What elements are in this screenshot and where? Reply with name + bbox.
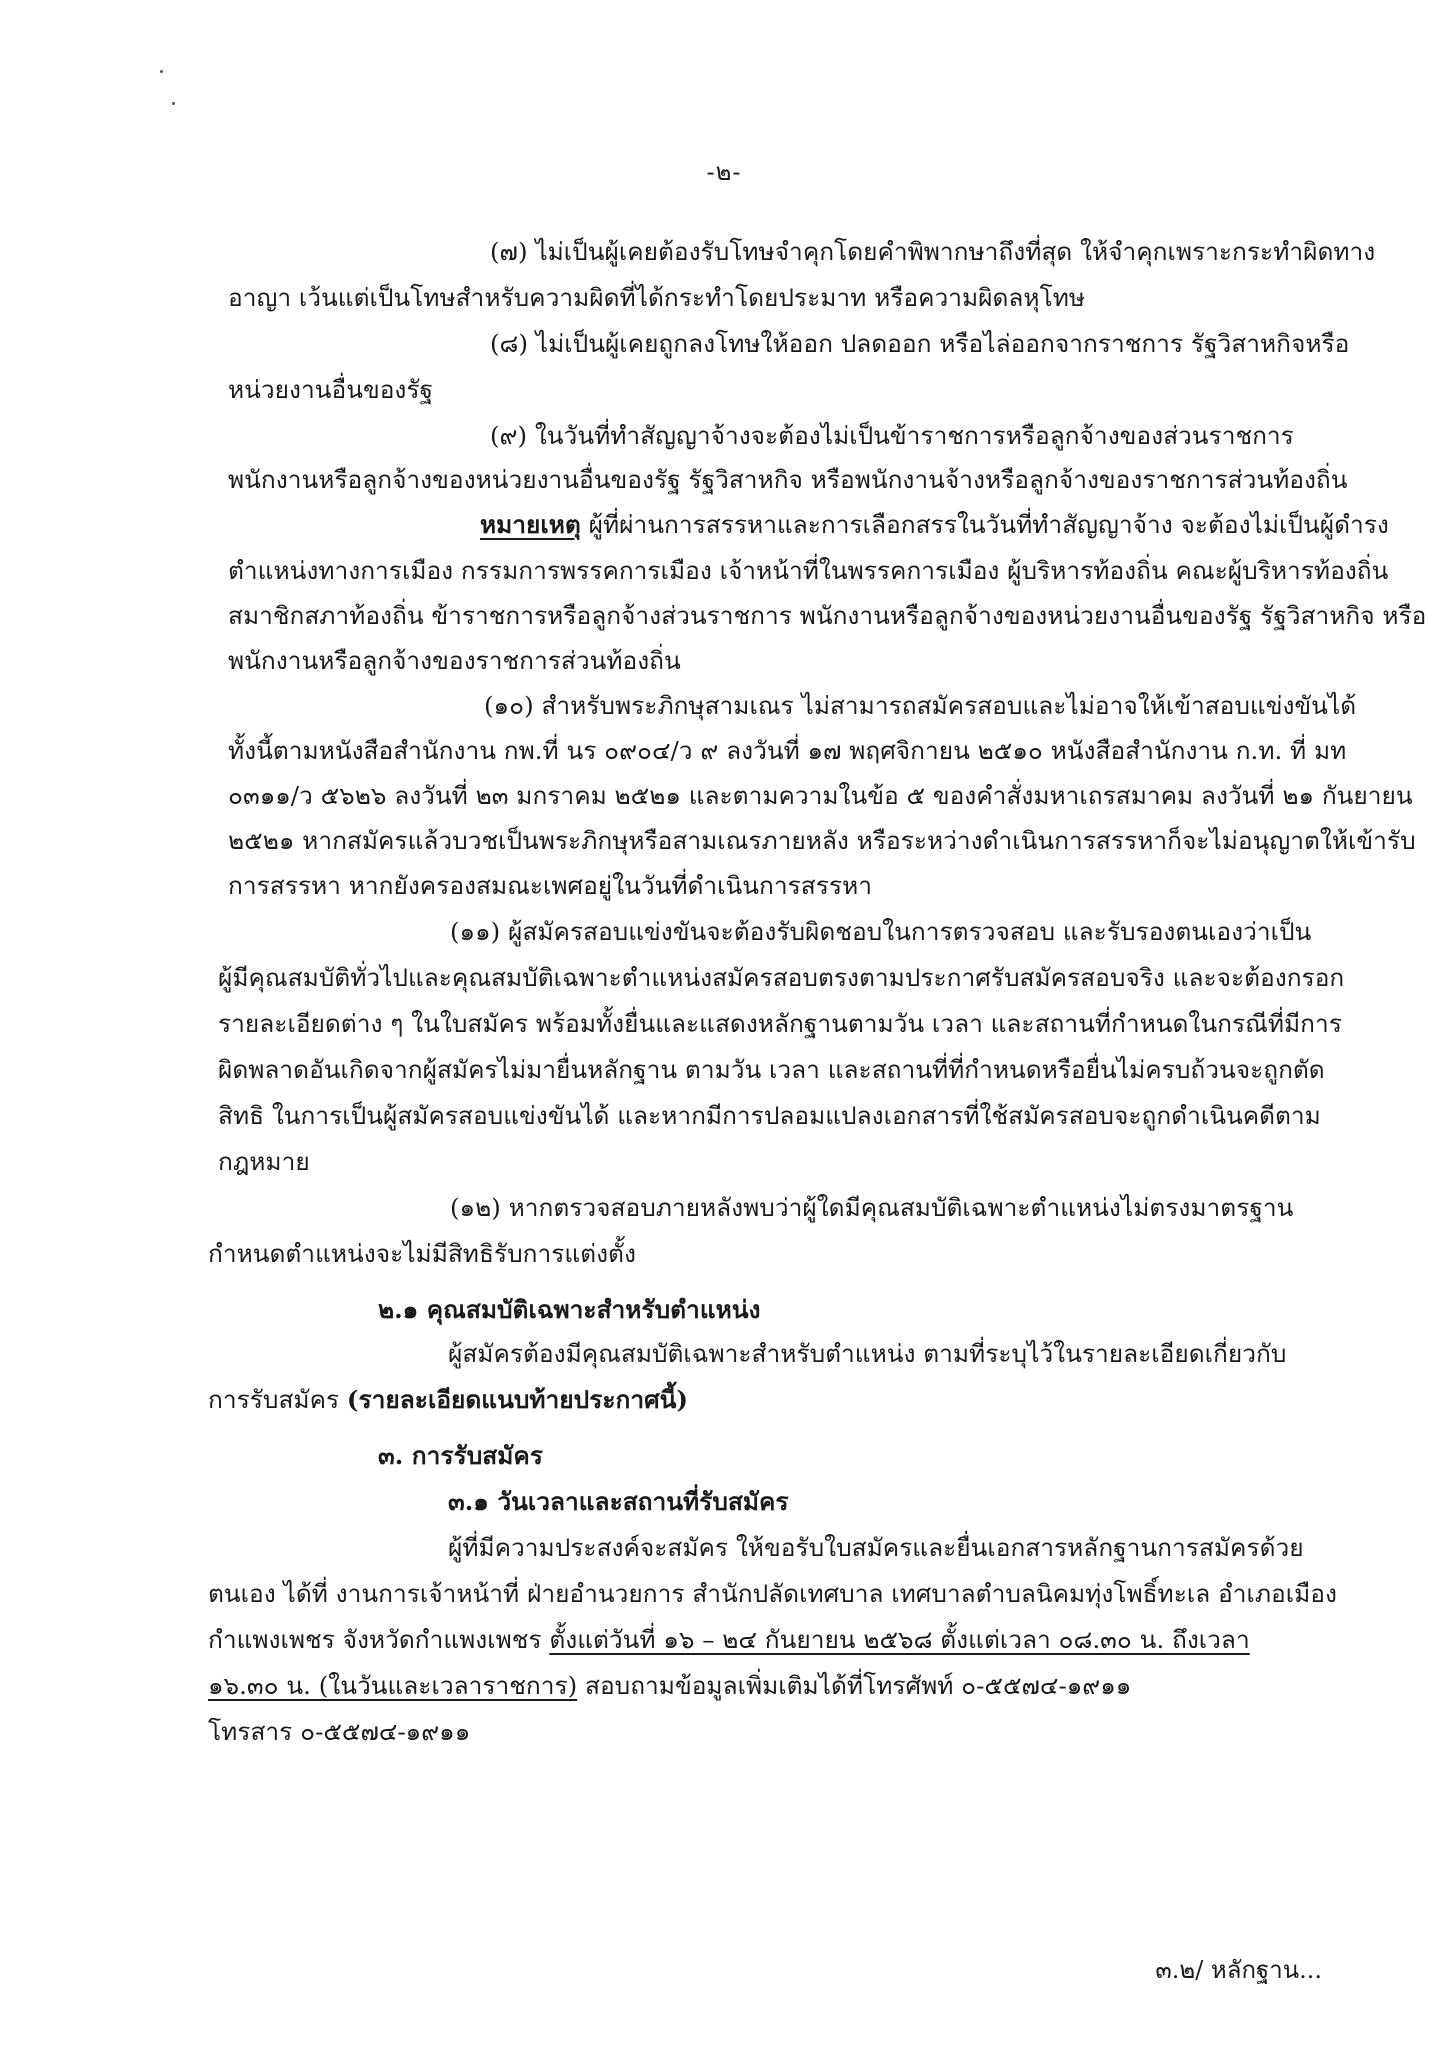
scan-speck (160, 70, 163, 73)
item-10-line-2: ทั้งนี้ตามหนังสือสำนักงาน กพ.ที่ นร ๐๙๐๔/ว ๙ ลงวันที่ ๑๗ พฤศจิกายน ๒๕๑๐ หนังสือสำนักงาน ก.ท. ที่ มท (228, 736, 1347, 765)
section-2-1-heading: ๒.๑ คุณสมบัติเฉพาะสำหรับตำแหน่ง (378, 1295, 761, 1324)
section-3-heading: ๓. การรับสมัคร (378, 1441, 543, 1470)
item-8-line-2: หน่วยงานอื่นของรัฐ (228, 375, 434, 404)
section-3-1-line-4 (208, 1670, 1131, 1702)
item-11-line-1: (๑๑) ผู้สมัครสอบแข่งขันจะต้องรับผิดชอบในการตรวจสอบ และรับรองตนเองว่าเป็น (450, 917, 1312, 946)
contact-phone: สอบถามข้อมูลเพิ่มเติมได้ที่โทรศัพท์ ๐-๕๕๗๔-๑๙๑๑ (577, 1671, 1132, 1700)
section-3-1-line-1: ผู้ที่มีความประสงค์จะสมัคร ให้ขอรับใบสมัครและยื่นเอกสารหลักฐานการสมัครด้วย (448, 1533, 1304, 1562)
item-12-line-1: (๑๒) หากตรวจสอบภายหลังพบว่าผู้ใดมีคุณสมบัติเฉพาะตำแหน่งไม่ตรงมาตรฐาน (450, 1193, 1294, 1222)
note-label: หมายเหตุ (480, 510, 581, 539)
section-3-1-line-2: ตนเอง ได้ที่ งานการเจ้าหน้าที่ ฝ่ายอำนวยการ สำนักปลัดเทศบาล เทศบาลตำบลนิคมทุ่งโพธิ์ทะเล อำเภอเมือง (208, 1579, 1337, 1608)
item-9-line-2: พนักงานหรือลูกจ้างของหน่วยงานอื่นของรัฐ รัฐวิสาหกิจ หรือพนักงานจ้างหรือลูกจ้างของราชการส่วนท้องถิ่น (228, 465, 1348, 494)
section-2-1-line-1: ผู้สมัครต้องมีคุณสมบัติเฉพาะสำหรับตำแหน่ง ตามที่ระบุไว้ในรายละเอียดเกี่ยวกับ (448, 1339, 1287, 1368)
section-3-1-heading: ๓.๑ วันเวลาและสถานที่รับสมัคร (448, 1487, 789, 1516)
note-line-1 (480, 509, 1389, 541)
section-2-1-line-2-text: การรับสมัคร (208, 1385, 347, 1414)
section-3-1-line-3 (208, 1624, 1250, 1656)
section-3-1-line-3-text: กำแพงเพชร จังหวัดกำแพงเพชร (208, 1625, 550, 1654)
item-9-line-1: (๙) ในวันที่ทำสัญญาจ้างจะต้องไม่เป็นข้าราชการหรือลูกจ้างของส่วนราชการ (490, 421, 1294, 450)
continuation-note: ๓.๒/ หลักฐาน... (1155, 1956, 1322, 1984)
item-7-line-2: อาญา เว้นแต่เป็นโทษสำหรับความผิดที่ได้กระทำโดยประมาท หรือความผิดลหุโทษ (228, 283, 1086, 312)
application-period: ตั้งแต่วันที่ ๑๖ – ๒๔ กันยายน ๒๕๖๘ ตั้งแต่เวลา ๐๘.๓๐ น. ถึงเวลา (549, 1625, 1250, 1654)
note-line-1-text: ผู้ที่ผ่านการสรรหาและการเลือกสรรในวันที่ทำสัญญาจ้าง จะต้องไม่เป็นผู้ดำรง (588, 510, 1389, 539)
item-11-line-5: สิทธิ ในการเป็นผู้สมัครสอบแข่งขันได้ และหากมีการปลอมแปลงเอกสารที่ใช้สมัครสอบจะถูกดำเนินคดีตาม (218, 1101, 1321, 1130)
item-12-line-2: กำหนดตำแหน่งจะไม่มีสิทธิรับการแต่งตั้ง (208, 1239, 636, 1268)
note-line-2: ตำแหน่งทางการเมือง กรรมการพรรคการเมือง เจ้าหน้าที่ในพรรคการเมือง ผู้บริหารท้องถิ่น คณะผู้บริหารท้องถิ่น (228, 556, 1389, 585)
item-10-line-4: ๒๕๒๑ หากสมัครแล้วบวชเป็นพระภิกษุหรือสามเณรภายหลัง หรือระหว่างดำเนินการสรรหาก็จะไม่อนุญาตให้เข้ารับ (228, 826, 1416, 855)
section-2-1-line-2 (208, 1384, 688, 1416)
item-10-line-3: ๐๓๑๑/ว ๕๖๒๖ ลงวันที่ ๒๓ มกราคม ๒๕๒๑ และตามความในข้อ ๕ ของคำสั่งมหาเถรสมาคม ลงวันที่ ๒๑ กันยายน (228, 781, 1413, 810)
page-number: -๒- (706, 158, 742, 186)
item-10-line-1: (๑๐) สำหรับพระภิกษุสามเณร ไม่สามารถสมัครสอบและไม่อาจให้เข้าสอบแข่งขันได้ (484, 691, 1357, 720)
contact-fax: โทรสาร ๐-๕๕๗๔-๑๙๑๑ (208, 1717, 471, 1746)
note-line-4: พนักงานหรือลูกจ้างของราชการส่วนท้องถิ่น (228, 646, 681, 675)
note-line-3: สมาชิกสภาท้องถิ่น ข้าราชการหรือลูกจ้างส่วนราชการ พนักงานหรือลูกจ้างของหน่วยงานอื่นของรัฐ รัฐวิสาหกิจ หรือ (228, 601, 1427, 630)
item-11-line-4: ผิดพลาดอันเกิดจากผู้สมัครไม่มายื่นหลักฐาน ตามวัน เวลา และสถานที่ที่กำหนดหรือยื่นไม่ครบถ้วนจะถูกตัด (218, 1055, 1325, 1084)
item-10-line-5: การสรรหา หากยังครองสมณะเพศอยู่ในวันที่ดำเนินการสรรหา (228, 871, 872, 900)
item-11-line-2: ผู้มีคุณสมบัติทั่วไปและคุณสมบัติเฉพาะตำแหน่งสมัครสอบตรงตามประกาศรับสมัครสอบจริง และจะต้องกรอก (218, 963, 1345, 992)
item-8-line-1: (๘) ไม่เป็นผู้เคยถูกลงโทษให้ออก ปลดออก หรือไล่ออกจากราชการ รัฐวิสาหกิจหรือ (490, 329, 1350, 358)
section-2-1-attachment-note: (รายละเอียดแนบท้ายประกาศนี้) (346, 1385, 689, 1414)
item-11-line-6: กฎหมาย (218, 1147, 310, 1176)
item-7-line-1: (๗) ไม่เป็นผู้เคยต้องรับโทษจำคุกโดยคำพิพากษาถึงที่สุด ให้จำคุกเพราะกระทำผิดทาง (490, 237, 1376, 266)
application-end-time: ๑๖.๓๐ น. (ในวันและเวลาราชการ) (208, 1671, 578, 1700)
scan-speck (172, 102, 175, 105)
item-11-line-3: รายละเอียดต่าง ๆ ในใบสมัคร พร้อมทั้งยื่นและแสดงหลักฐานตามวัน เวลา และสถานที่กำหนดในกรณีที่มีการ (218, 1009, 1342, 1038)
